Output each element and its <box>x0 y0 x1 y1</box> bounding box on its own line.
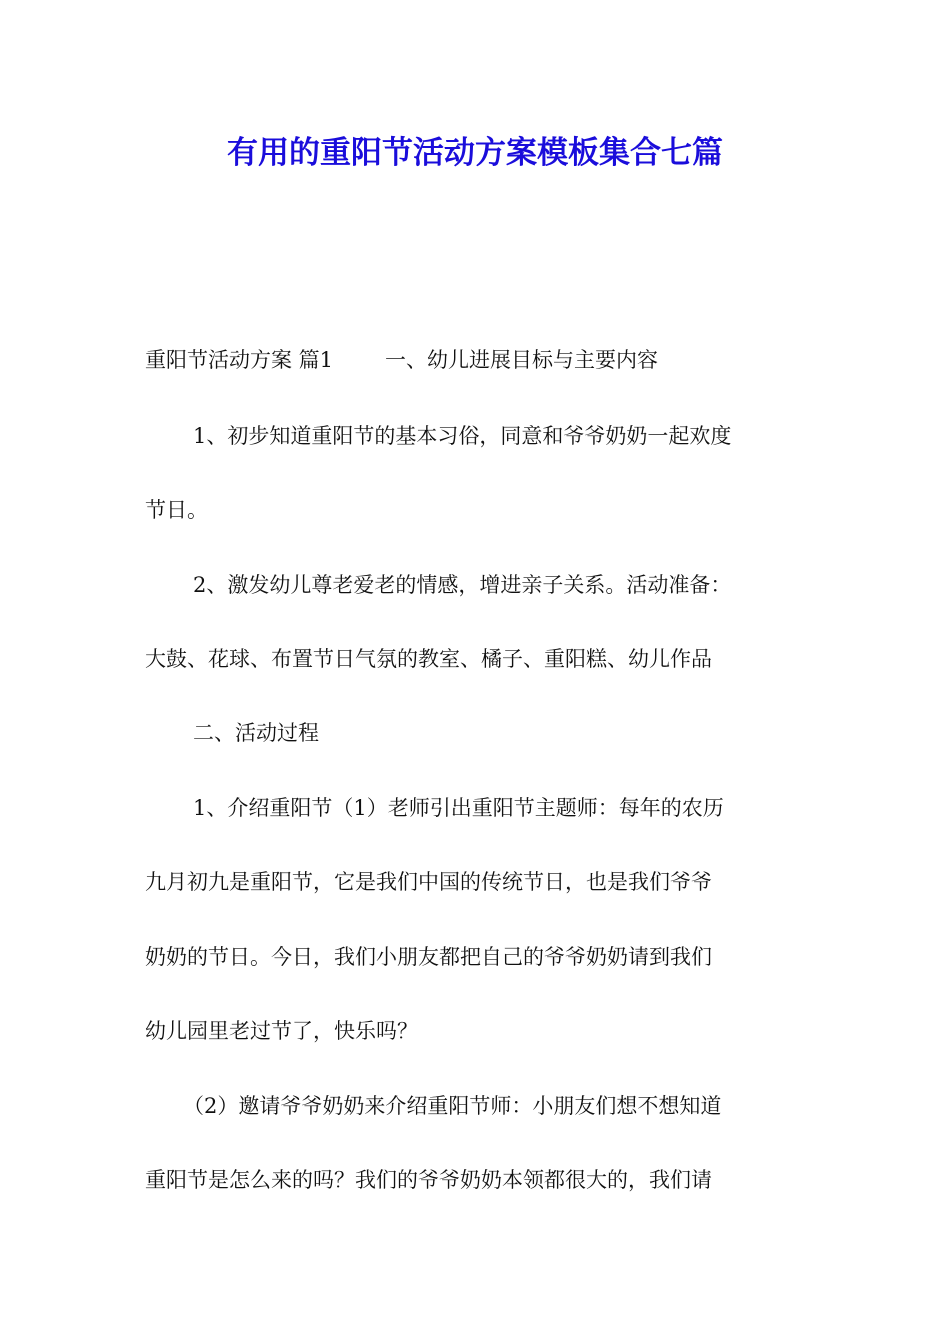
paragraph-line: 1、初步知道重阳节的基本习俗，同意和爷爷奶奶一起欢度 <box>193 424 732 448</box>
paragraph-line: 重阳节是怎么来的吗？我们的爷爷奶奶本领都很大的，我们请 <box>145 1168 712 1192</box>
paragraph-line: 幼儿园里老过节了，快乐吗？ <box>145 1019 418 1043</box>
paragraph-line: 1、介绍重阳节（1）老师引出重阳节主题师：每年的农历 <box>193 796 724 820</box>
paragraph-line: 大鼓、花球、布置节日气氛的教室、橘子、重阳糕、幼儿作品 <box>145 647 712 671</box>
document-title: 有用的重阳节活动方案模板集合七篇 <box>227 135 723 171</box>
paragraph-line: 2、激发幼儿尊老爱老的情感，增进亲子关系。活动准备： <box>193 573 732 597</box>
paragraph-line: 节日。 <box>145 498 208 522</box>
paragraph-line: 九月初九是重阳节，它是我们中国的传统节日，也是我们爷爷 <box>145 870 712 894</box>
paragraph-line: 二、活动过程 <box>193 721 319 745</box>
section-heading-label: 重阳节活动方案 篇1 <box>145 348 334 372</box>
section-heading-subtitle: 一、幼儿进展目标与主要内容 <box>385 348 659 372</box>
paragraph-line: （2）邀请爷爷奶奶来介绍重阳节师：小朋友们想不想知道 <box>183 1094 722 1118</box>
section-heading <box>145 342 810 378</box>
paragraph-line: 奶奶的节日。今日，我们小朋友都把自己的爷爷奶奶请到我们 <box>145 945 712 969</box>
